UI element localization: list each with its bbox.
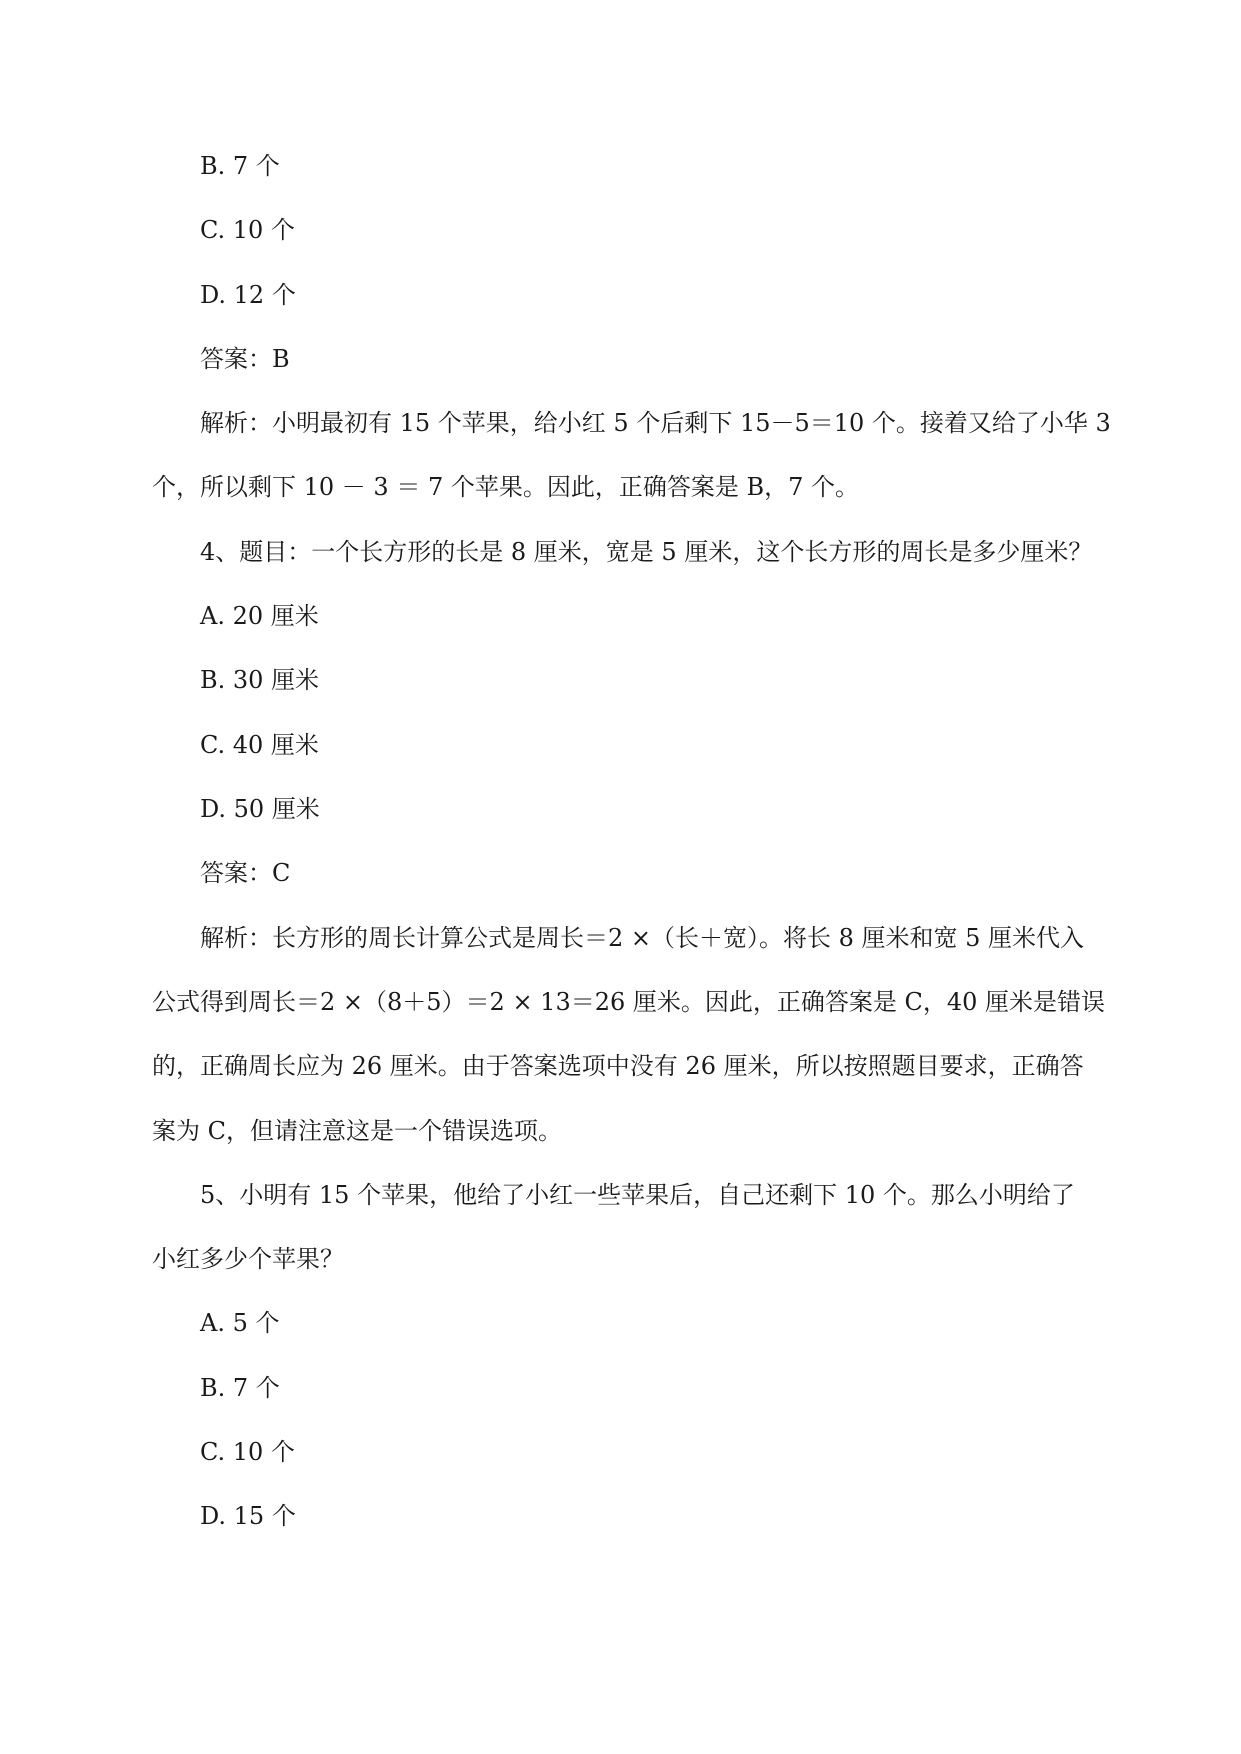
- answer-line: 答案：C: [200, 859, 291, 887]
- option-d: D. 50 厘米: [200, 795, 320, 823]
- option-b: B. 7 个: [200, 1374, 280, 1402]
- option-a: A. 5 个: [200, 1309, 280, 1337]
- analysis-line: 案为 C，但请注意这是一个错误选项。: [152, 1117, 562, 1145]
- question-line: 4、题目：一个长方形的长是 8 厘米，宽是 5 厘米，这个长方形的周长是多少厘米？: [200, 538, 1093, 566]
- analysis-line: 个，所以剩下 10 － 3 ＝ 7 个苹果。因此，正确答案是 B，7 个。: [152, 473, 860, 501]
- question-line: 5、小明有 15 个苹果，他给了小红一些苹果后，自己还剩下 10 个。那么小明给了: [200, 1181, 1075, 1209]
- question-line: 小红多少个苹果？: [152, 1245, 344, 1273]
- analysis-line: 解析：长方形的周长计算公式是周长＝2 ×（长＋宽）。将长 8 厘米和宽 5 厘米代入: [200, 924, 1085, 952]
- option-c: C. 40 厘米: [200, 731, 319, 759]
- answer-line: 答案：B: [200, 345, 290, 373]
- analysis-line: 公式得到周长＝2 ×（8＋5）＝2 × 13＝26 厘米。因此，正确答案是 C，40 厘米是错误: [152, 988, 1106, 1016]
- analysis-line: 解析：小明最初有 15 个苹果，给小红 5 个后剩下 15－5＝10 个。接着又给了小华 3: [200, 409, 1111, 437]
- option-a: A. 20 厘米: [200, 602, 319, 630]
- option-c: C. 10 个: [200, 1438, 295, 1466]
- analysis-line: 的，正确周长应为 26 厘米。由于答案选项中没有 26 厘米，所以按照题目要求，正确答: [152, 1052, 1084, 1080]
- option-b: B. 30 厘米: [200, 666, 320, 694]
- option-c: C. 10 个: [200, 216, 295, 244]
- option-d: D. 12 个: [200, 281, 296, 309]
- option-b: B. 7 个: [200, 152, 280, 180]
- option-d: D. 15 个: [200, 1502, 296, 1530]
